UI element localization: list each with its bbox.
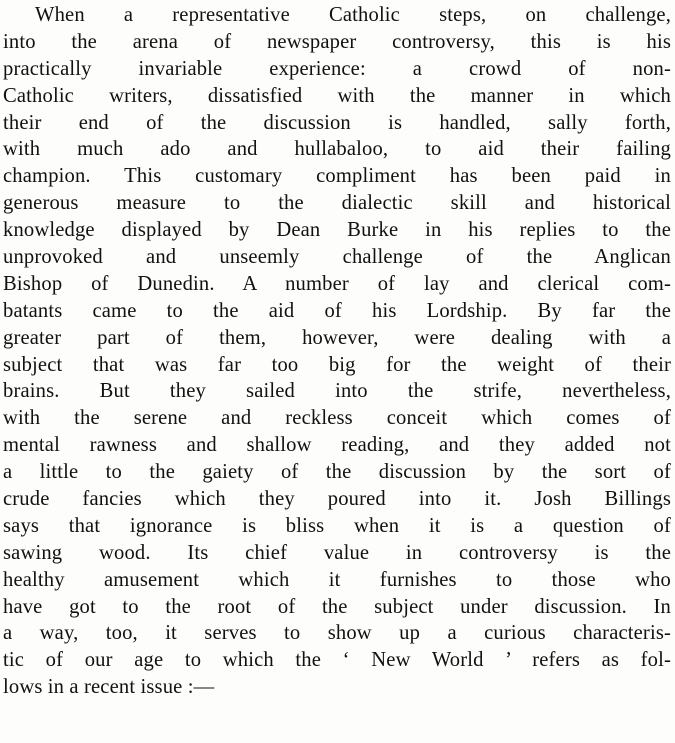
text-line-17: mental rawness and shallow reading, and they added not bbox=[3, 434, 671, 457]
text-line-19: crude fancies which they poured into it. Josh Billings bbox=[3, 488, 671, 511]
text-line-14: subject that was far too big for the weight of their bbox=[3, 353, 671, 376]
text-line-3: practically invariable experience: a crowd of non- bbox=[3, 57, 671, 80]
text-line-22: healthy amusement which it furnishes to those who bbox=[3, 568, 671, 591]
text-line-24: a way, too, it serves to show up a curious characteris- bbox=[3, 622, 671, 645]
text-line-16: with the serene and reckless conceit which comes of bbox=[3, 407, 671, 430]
article-column bbox=[3, 2, 671, 701]
text-line-5: their end of the discussion is handled, sally forth, bbox=[3, 111, 671, 134]
text-line-18: a little to the gaiety of the discussion by the sort of bbox=[3, 461, 671, 484]
text-line-1: When a representative Catholic steps, on challenge, bbox=[35, 4, 671, 26]
text-line-7: champion. This customary compliment has been paid in bbox=[3, 165, 671, 188]
text-line-11: Bishop of Dunedin. A number of lay and clerical com- bbox=[3, 272, 671, 295]
text-line-25: tic of our age to which the ‘ New World ’ refers as fol- bbox=[3, 649, 671, 672]
text-line-9: knowledge displayed by Dean Burke in his replies to the bbox=[3, 219, 671, 242]
text-line-20: says that ignorance is bliss when it is a question of bbox=[3, 514, 671, 537]
text-line-10: unprovoked and unseemly challenge of the Anglican bbox=[3, 246, 671, 269]
text-line-21: sawing wood. Its chief value in controversy is the bbox=[3, 541, 671, 564]
text-line-13: greater part of them, however, were dealing with a bbox=[3, 326, 671, 349]
text-line-4: Catholic writers, dissatisfied with the manner in which bbox=[3, 84, 671, 107]
text-line-6: with much ado and hullabaloo, to aid their failing bbox=[3, 138, 671, 161]
text-line-26: lows in a recent issue :— bbox=[3, 676, 215, 699]
text-line-8: generous measure to the dialectic skill and historical bbox=[3, 192, 671, 215]
text-line-2: into the arena of newspaper controversy, this is his bbox=[3, 30, 671, 53]
text-line-23: have got to the root of the subject under discussion. In bbox=[3, 595, 671, 618]
text-line-15: brains. But they sailed into the strife, nevertheless, bbox=[3, 380, 671, 403]
text-line-12: batants came to the aid of his Lordship. By far the bbox=[3, 299, 671, 322]
